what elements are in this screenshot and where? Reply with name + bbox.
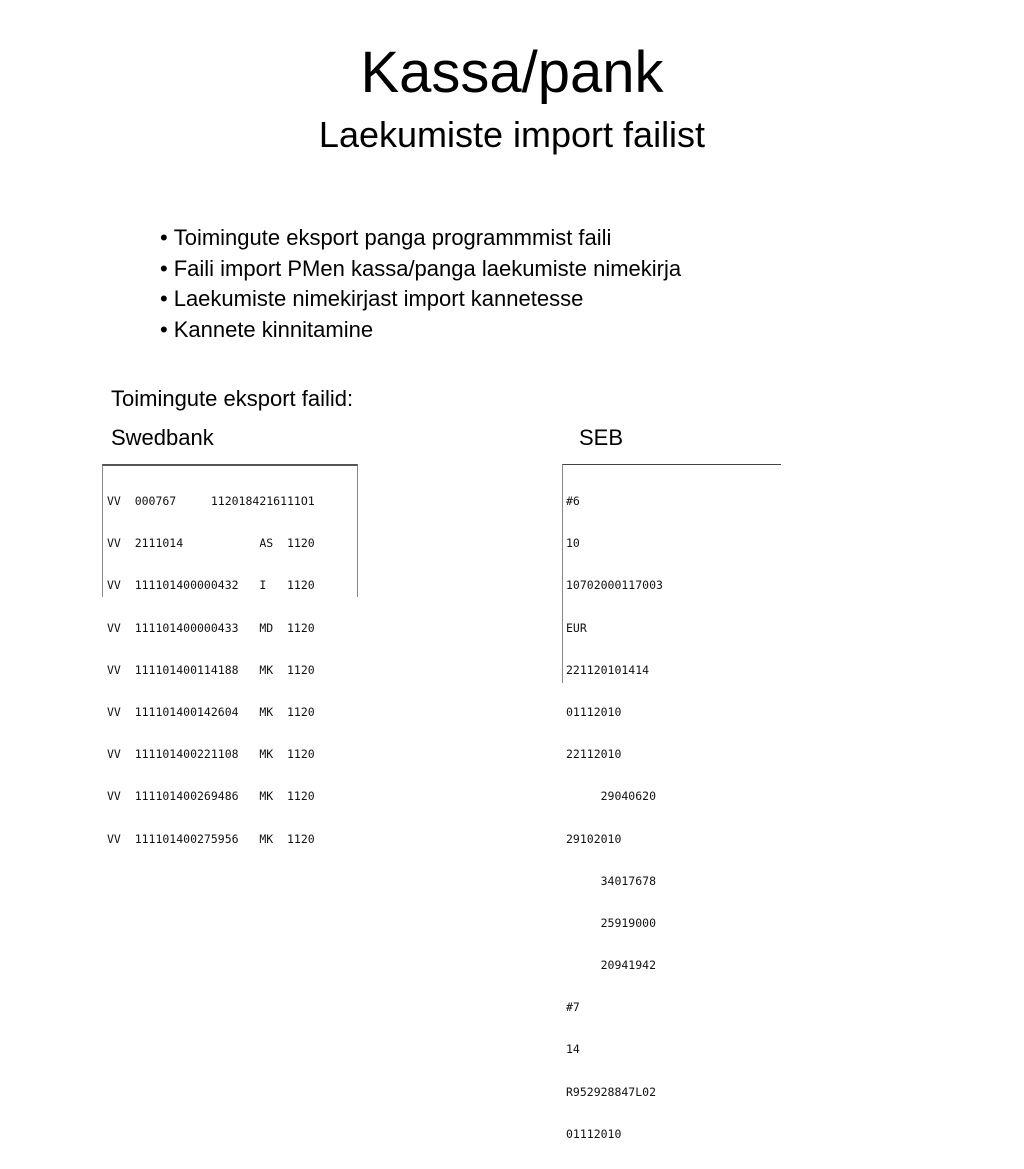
- slide-subtitle: Laekumiste import failist: [318, 114, 706, 155]
- file-line: 10702000117003: [566, 578, 663, 593]
- swedbank-file-screenshot: [102, 464, 358, 846]
- file-line: EUR: [566, 620, 587, 635]
- file-line: VV 111101400269486 MK 1120: [107, 789, 315, 804]
- file-line: 01112010: [566, 1126, 622, 1141]
- file-line: VV 000767 1120184216111O1: [107, 494, 315, 508]
- file-line: VV 111101400142604 MK 1120: [107, 704, 315, 719]
- file-line: R952928847L02: [566, 1084, 657, 1099]
- bullet-item: • Kannete kinnitamine: [160, 315, 681, 346]
- file-line: VV 111101400221108 MK 1120: [107, 747, 315, 762]
- file-line: 34017678: [566, 873, 657, 888]
- file-line: VV 111101400000432 I 1120: [107, 578, 315, 593]
- file-line: 221120101414: [566, 662, 650, 677]
- file-line: 25919000: [566, 915, 657, 930]
- file-line: 10: [566, 536, 580, 551]
- bullet-list: [160, 223, 681, 345]
- file-line: VV 111101400275956 MK 1120: [107, 831, 315, 846]
- seb-file-lines: [566, 466, 663, 1169]
- bullet-item: • Faili import PMen kassa/panga laekumiste nimekirja: [160, 254, 681, 285]
- swedbank-label: Swedbank: [111, 425, 214, 450]
- seb-file-screenshot: [562, 464, 781, 1141]
- file-line: 29040620: [566, 789, 657, 804]
- file-line: VV 111101400114188 MK 1120: [107, 662, 315, 677]
- file-line: 14: [566, 1042, 580, 1057]
- bullet-item: • Toimingute eksport panga programmmist faili: [160, 223, 681, 254]
- export-files-heading: Toimingute eksport failid:: [111, 386, 354, 411]
- file-line: 29102010: [566, 831, 622, 846]
- file-line: VV 111101400000433 MD 1120: [107, 620, 315, 635]
- file-line: 20941942: [566, 958, 657, 973]
- seb-label: SEB: [579, 425, 624, 450]
- swedbank-file-lines: [107, 466, 315, 874]
- file-line: 22112010: [566, 747, 622, 762]
- file-line: #6: [566, 494, 580, 508]
- bullet-item: • Laekumiste nimekirjast import kannetesse: [160, 284, 681, 315]
- file-line: 01112010: [566, 704, 622, 719]
- slide-title: Kassa/pank: [360, 40, 664, 105]
- file-line: VV 2111014 AS 1120: [107, 536, 315, 551]
- file-line: #7: [566, 1000, 580, 1015]
